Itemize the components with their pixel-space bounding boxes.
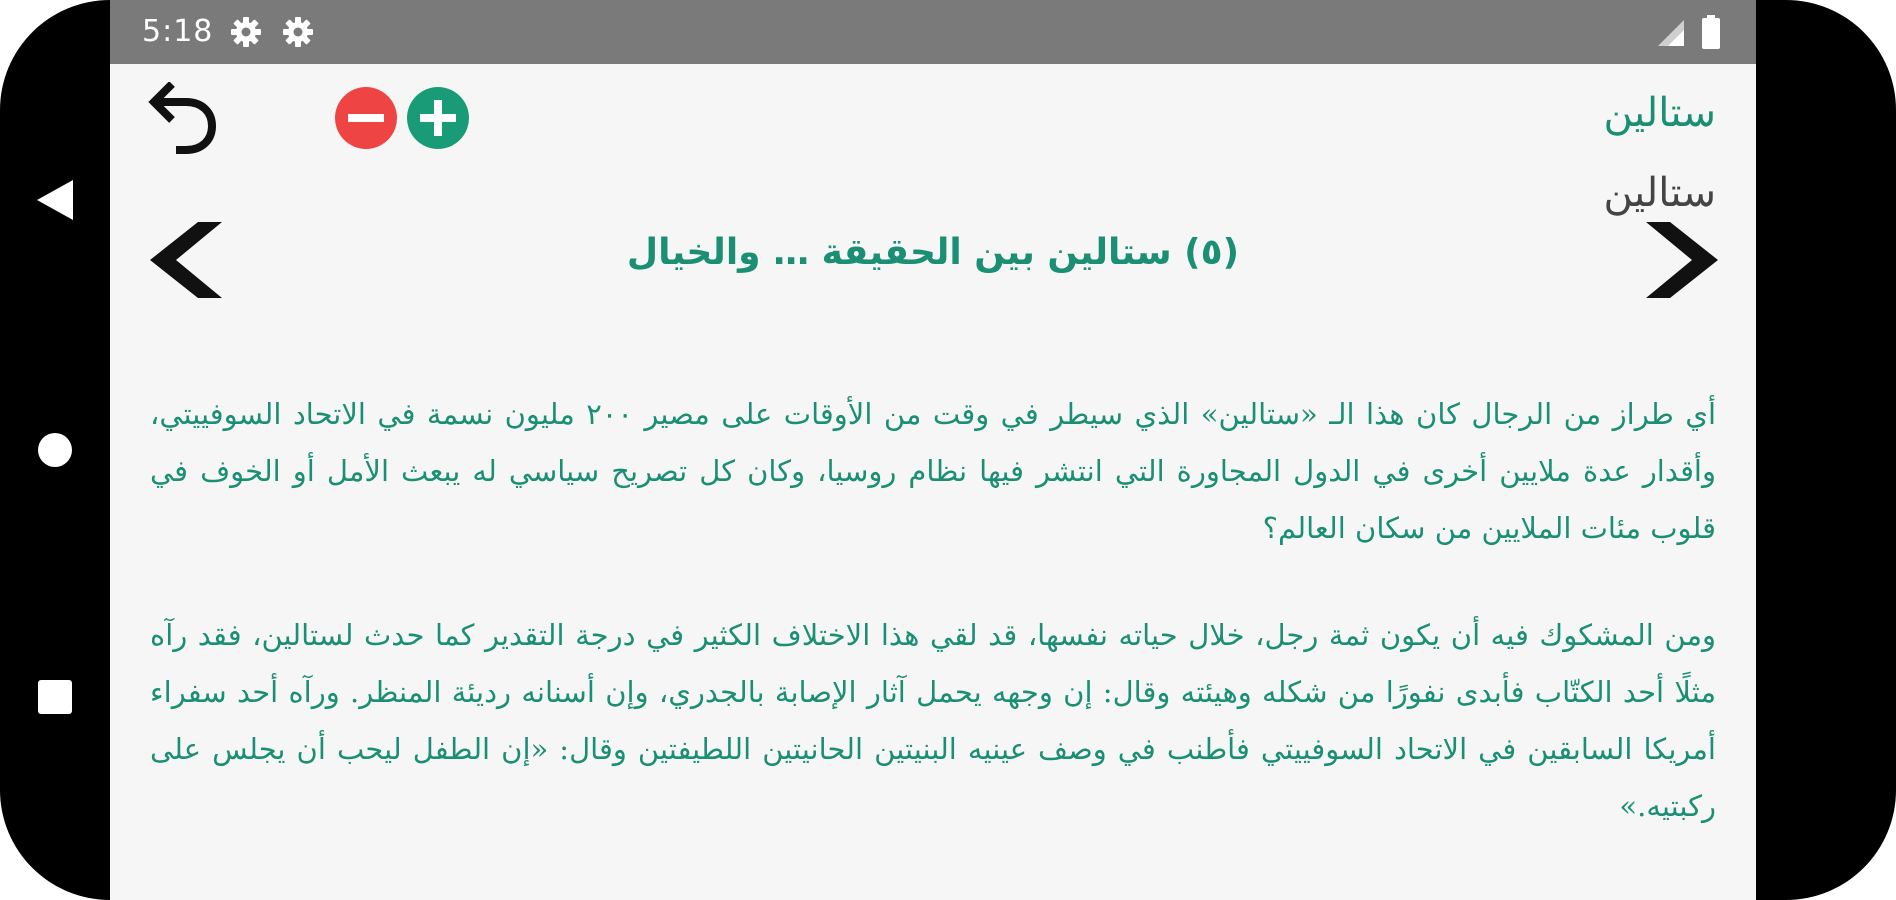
- signal-icon: [1658, 20, 1684, 46]
- battery-icon: [1702, 15, 1720, 49]
- chapter-title: (٥) ستالين بين الحقيقة … والخيال: [626, 232, 1240, 273]
- minus-circle-icon: [334, 86, 398, 150]
- previous-chapter-button[interactable]: [150, 222, 222, 302]
- zoom-out-button[interactable]: [334, 86, 398, 154]
- recents-square-icon: [37, 679, 73, 715]
- system-navigation-bar: [0, 0, 110, 900]
- undo-button[interactable]: [148, 82, 218, 160]
- nav-back-button[interactable]: [0, 155, 110, 245]
- app-screen: [110, 0, 1756, 900]
- status-time: 5:18: [142, 14, 214, 49]
- book-title: ستالين: [1603, 90, 1716, 136]
- back-triangle-icon: [35, 178, 75, 222]
- nav-home-button[interactable]: [0, 405, 110, 495]
- settings-icon: [282, 16, 314, 48]
- content-paragraph: ومن المشكوك فيه أن يكون ثمة رجل، خلال حياته نفسها، قد لقي هذا الاختلاف الكثير في درجة التقدير كما حدث لستالين، فقد رآه مثلًا أحد الكتّاب فأبدى نفورًا من شكله وهيئته وقال: إن وجهه يحمل آثار الإصابة بالجدري، وإن أسنانه رديئة المنظر. ورآه أحد سفراء أمريكا السابقين في الاتحاد السوفييتي فأطنب في وصف عينيه البنيتين الحانيتين اللطيفتين وقال: «إن الطفل ليحب أن يجلس على ركبتيه.»: [150, 618, 1716, 823]
- chevron-left-icon: [150, 222, 222, 298]
- settings-icon: [230, 16, 262, 48]
- author-name: ستالين: [1603, 170, 1716, 216]
- nav-recents-button[interactable]: [0, 652, 110, 742]
- zoom-in-button[interactable]: [406, 86, 470, 154]
- content-paragraph: أي طراز من الرجال كان هذا الـ «ستالين» الذي سيطر في وقت من الأوقات على مصير ٢٠٠ مليون نسمة في الاتحاد السوفييتي، وأقدار عدة ملايين أخرى في الدول المجاورة التي انتشر فيها نظام روسيا، وكان كل تصريح سياسي له يبعث الأمل أو الخوف في قلوب مئات الملايين من سكان العالم؟: [150, 397, 1716, 545]
- home-circle-icon: [37, 432, 73, 468]
- undo-icon: [148, 82, 218, 156]
- next-chapter-button[interactable]: [1646, 222, 1718, 302]
- plus-circle-icon: [406, 86, 470, 150]
- status-bar: [110, 0, 1756, 64]
- chapter-content: [150, 386, 1716, 885]
- chevron-right-icon: [1646, 222, 1718, 298]
